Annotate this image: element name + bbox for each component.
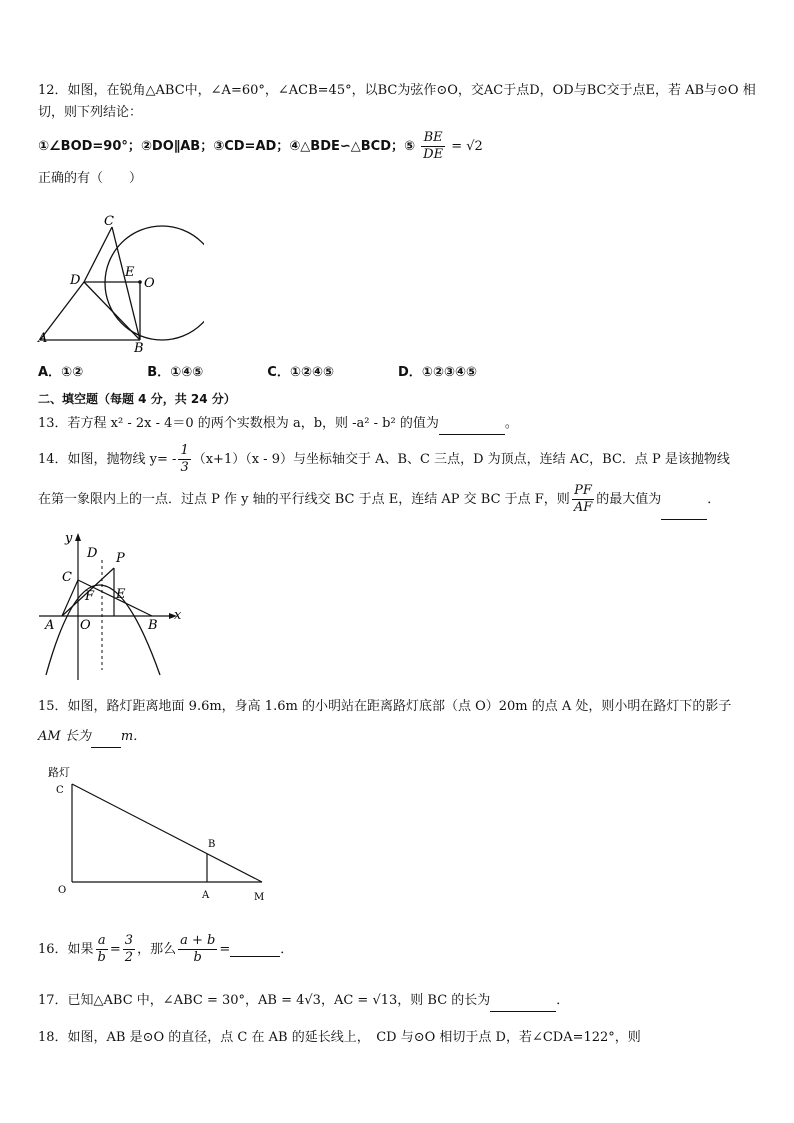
q12-label-C: C bbox=[104, 214, 114, 229]
q15-figure bbox=[40, 762, 280, 907]
question-13: 13．若方程 x² - 2x - 4＝0 的两个实数根为 a，b，则 -a² - b² 的值为 。 bbox=[38, 413, 758, 435]
q14-label-C: C bbox=[62, 570, 72, 585]
q12-figure bbox=[34, 212, 204, 354]
q12-label-B: B bbox=[134, 341, 144, 354]
q14-label-P: P bbox=[116, 551, 125, 566]
q12-options bbox=[38, 362, 758, 384]
q14-label-O: O bbox=[80, 618, 91, 633]
q12-seg-DC bbox=[84, 227, 112, 282]
q14-line2: 在第一象限内上的一点．过点 P 作 y 轴的平行线交 BC 于点 E，连结 AP 交 BC 于点 F，则 $\frac{PF}{AF}$ 的最大值为 ． bbox=[38, 480, 758, 520]
q12-seg-CB bbox=[112, 227, 140, 340]
q14-label-F: F bbox=[85, 589, 95, 604]
q15-label-O: O bbox=[58, 885, 67, 896]
q15-light-ray bbox=[72, 784, 262, 882]
q14-label-A: A bbox=[45, 618, 55, 633]
q12-line1: 12．如图，在锐角△ABC中，∠A=60°，∠ACB=45°，以BC为弦作⊙O，交AC于点D，OD与BC交于点E，若 AB与⊙O 相 bbox=[38, 83, 756, 98]
question-12 bbox=[38, 80, 758, 190]
q12-conclusions bbox=[38, 128, 758, 166]
q12-conclusion-list: ①∠BOD=90°；②DO∥AB；③CD=AD；④△BDE∽△BCD；⑤ bbox=[38, 139, 416, 154]
q15-label-M: M bbox=[254, 892, 265, 903]
q12-option-c[interactable]: C．①②④⑤ bbox=[267, 365, 334, 380]
q12-fraction: $\frac{BE}{DE}$ bbox=[423, 130, 444, 162]
q14-figure bbox=[34, 530, 194, 682]
q14-fraction-1-3: $\frac{1}{3}$ bbox=[180, 443, 189, 475]
question-16: 16．如果 $\frac{a}{b}$ = $\frac{3}{2}$ ，那么 $\frac{a + b}{b}$ = ． bbox=[38, 933, 294, 965]
q16-fraction-a-b: $\frac{a}{b}$ bbox=[97, 933, 106, 965]
q13-text: 13．若方程 x² - 2x - 4＝0 的两个实数根为 a，b，则 -a² - b² 的值为 bbox=[38, 416, 439, 431]
q12-label-A: A bbox=[38, 331, 48, 346]
q12-label-O: O bbox=[144, 276, 155, 291]
q17-text: 17．已知△ABC 中，∠ABC = 30°，AB = 4√3，AC = √13，则 BC 的长为 bbox=[38, 993, 491, 1008]
q12-seg-DB bbox=[84, 282, 140, 340]
q12-center-dot bbox=[138, 280, 142, 284]
question-18 bbox=[38, 1027, 758, 1049]
q12-line2: 切，则下列结论： bbox=[38, 105, 143, 120]
q13-answer-blank[interactable] bbox=[439, 420, 505, 435]
q14-line1: 14．如图，抛物线 y= - $\frac{1}{3}$ （x+1）（x - 9）与坐标轴交于 A、B、C 三点，D 为顶点，连结 AC，BC．点 P 是该抛物线 bbox=[38, 443, 730, 475]
section-2-heading: 二、填空题（每题 4 分，共 24 分） bbox=[38, 392, 236, 406]
question-17: 17．已知△ABC 中，∠ABC = 30°，AB = 4√3，AC = √13，则 BC 的长为 ． bbox=[38, 990, 758, 1012]
q14-y-arrow bbox=[75, 533, 81, 541]
q15-label-B: B bbox=[208, 839, 216, 850]
q12-option-b[interactable]: B．①④⑤ bbox=[147, 365, 204, 380]
q14-label-B: B bbox=[148, 618, 158, 633]
q15-label-C: C bbox=[56, 785, 64, 796]
q15-line2: AM 长为 m． bbox=[38, 726, 758, 748]
q14-label-D: D bbox=[87, 546, 98, 561]
q12-label-D: D bbox=[70, 273, 81, 288]
q16-fraction-3-2: $\frac{3}{2}$ bbox=[124, 933, 134, 965]
q14-parabola bbox=[46, 585, 160, 675]
q12-label-E: E bbox=[125, 265, 135, 280]
q14-label-E: E bbox=[116, 587, 126, 602]
q17-answer-blank[interactable] bbox=[490, 997, 556, 1012]
q12-option-a[interactable]: A．①② bbox=[38, 365, 84, 380]
q12-option-d[interactable]: D．①②③④⑤ bbox=[398, 365, 477, 380]
q18-text: 18．如图，AB 是⊙O 的直径，点 C 在 AB 的延长线上， CD 与⊙O 相切于点 D，若∠CDA=122°，则 bbox=[38, 1030, 641, 1045]
q14-answer-blank[interactable] bbox=[661, 505, 707, 520]
q14-fraction-pf-af: $\frac{PF}{AF}$ bbox=[573, 483, 593, 515]
q14-label-x: x bbox=[174, 608, 182, 623]
q15-label-A: A bbox=[202, 890, 210, 901]
q12-eq-tail: = √2 bbox=[451, 139, 483, 154]
question-15 bbox=[38, 696, 758, 748]
q15-line1: 15．如图，路灯距离地面 9.6m，身高 1.6m 的小明站在距离路灯底部（点 O）20m 的点 A 处，则小明在路灯下的影子 bbox=[38, 699, 732, 714]
q15-answer-blank[interactable] bbox=[91, 733, 121, 748]
q12-prompt: 正确的有（ ） bbox=[38, 171, 143, 186]
q14-label-y: y bbox=[65, 531, 73, 546]
q16-fraction-apb-b: $\frac{a + b}{b}$ bbox=[180, 933, 216, 965]
question-14 bbox=[38, 440, 758, 520]
q16-answer-blank[interactable] bbox=[230, 942, 280, 957]
q15-label-lamp: 路灯 bbox=[48, 766, 70, 779]
